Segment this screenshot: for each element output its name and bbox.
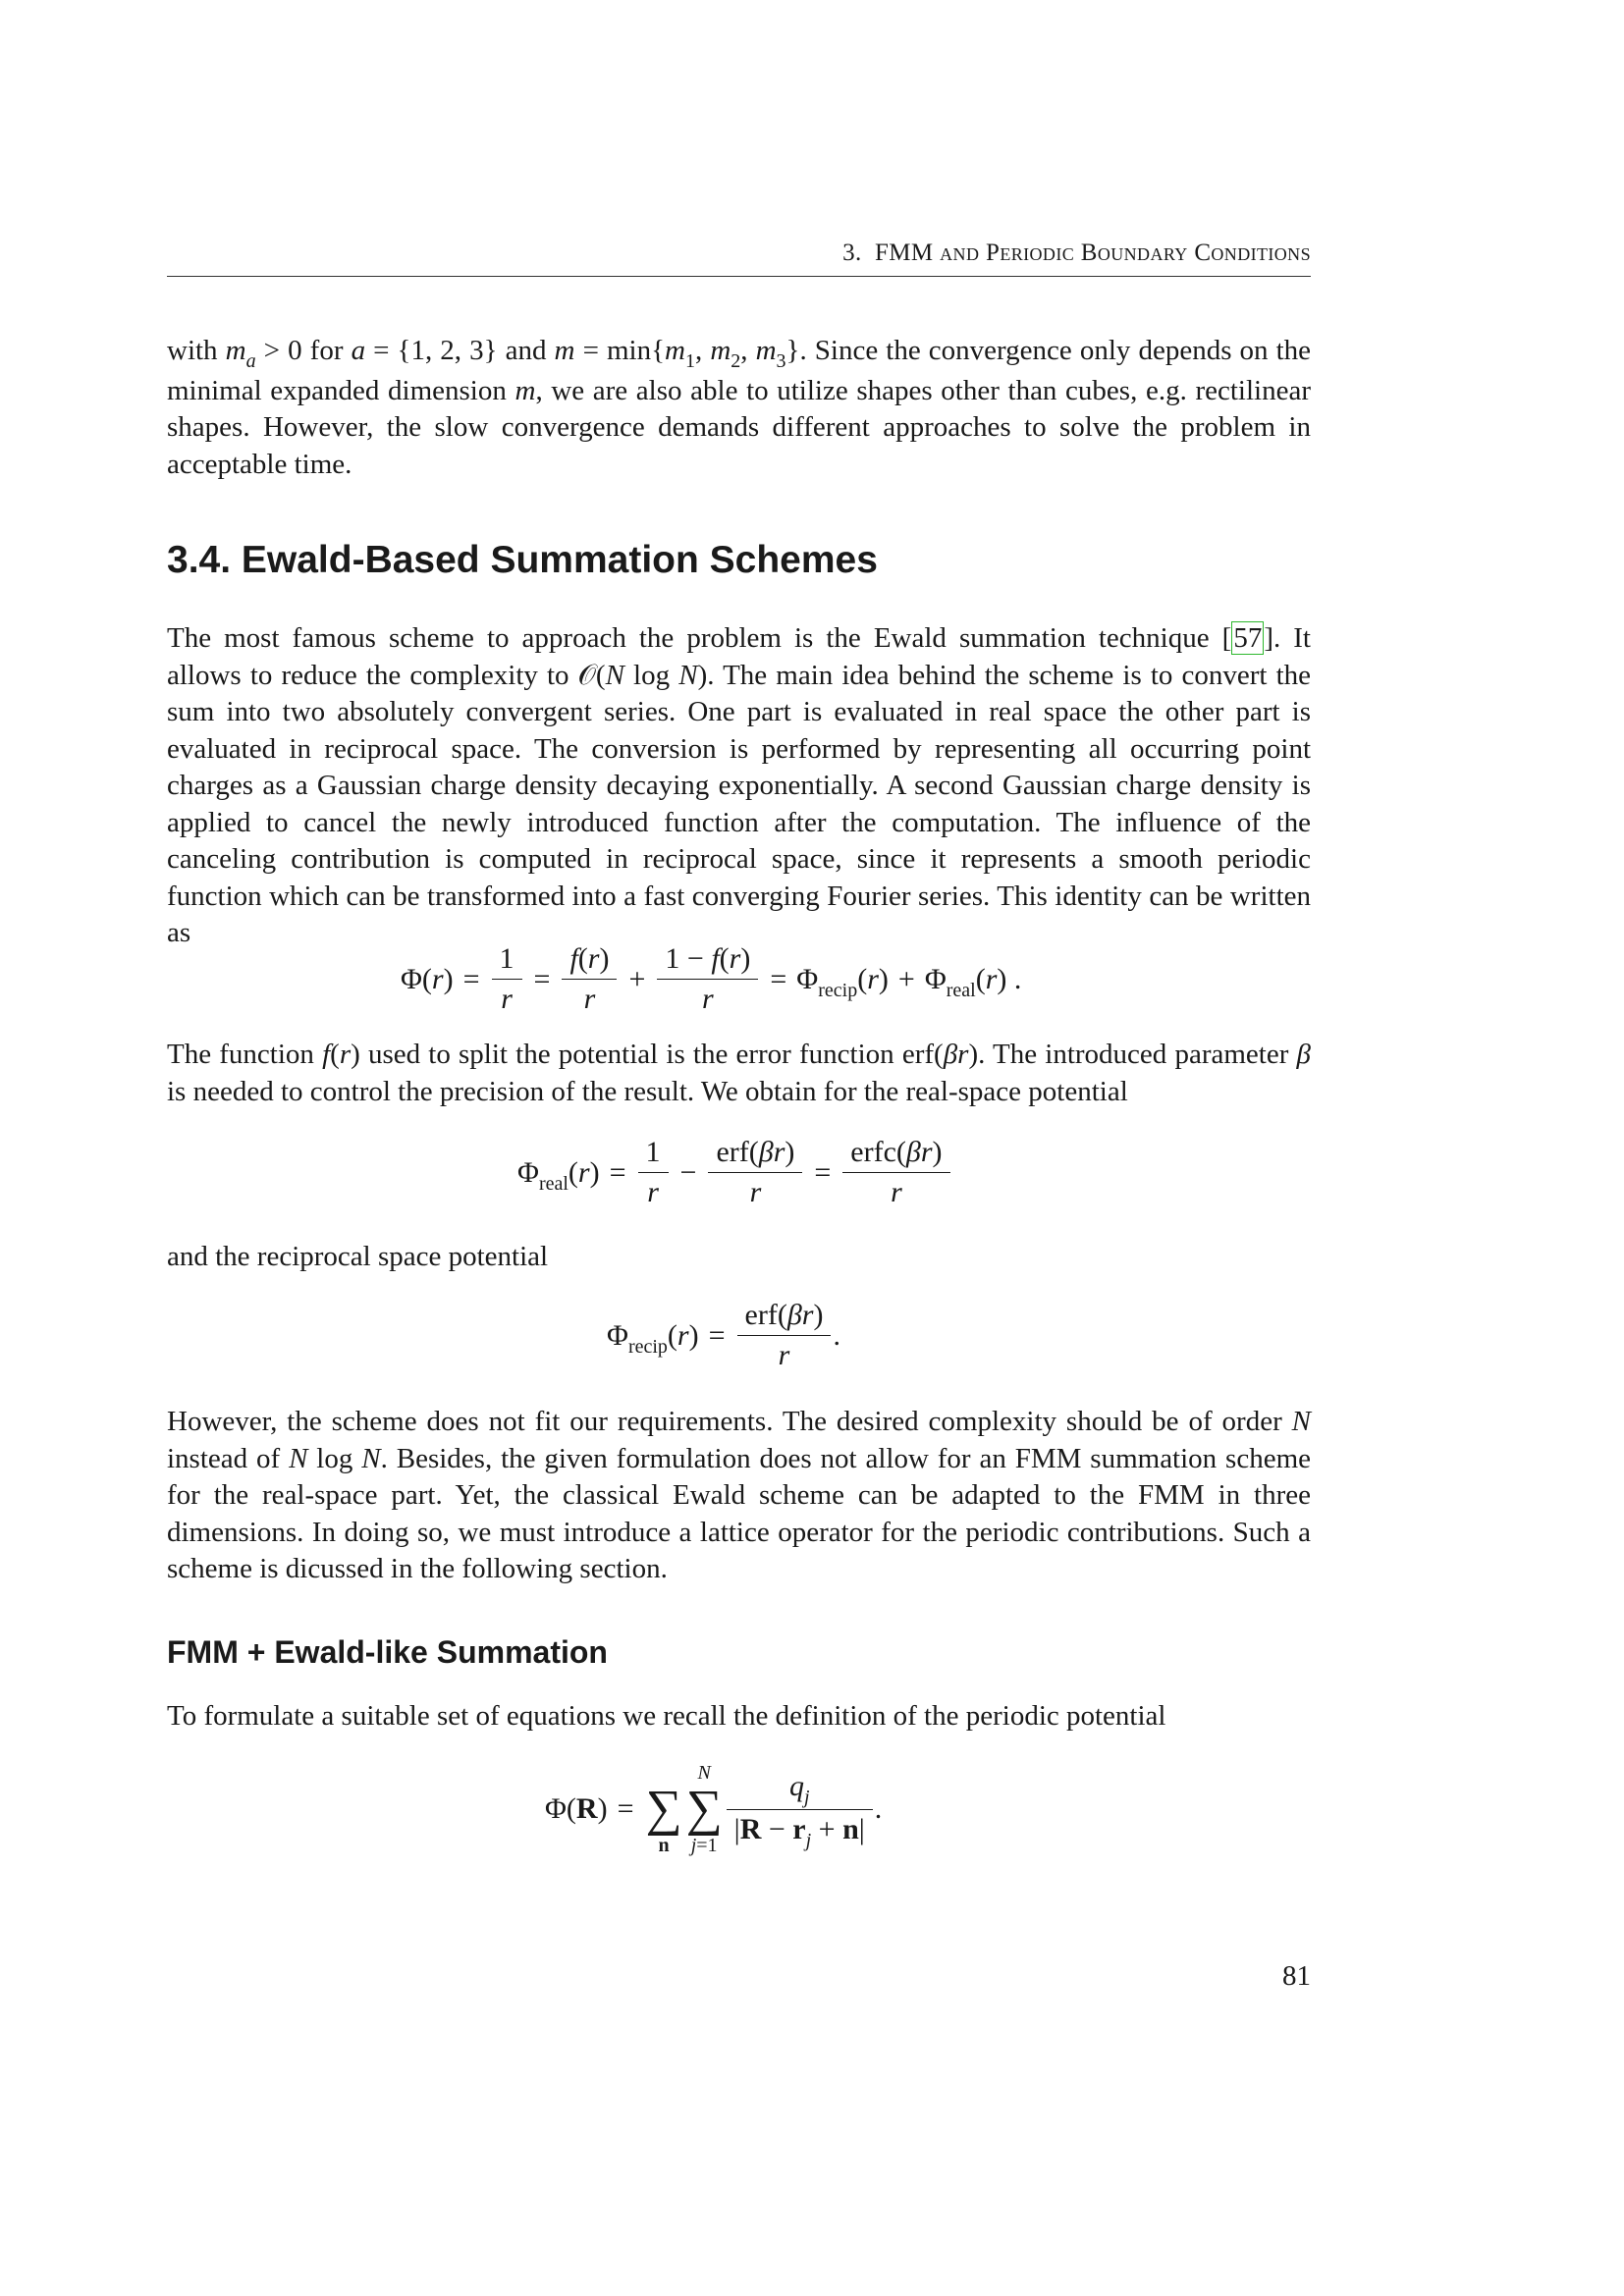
equation-reciprocal-potential: $\Phi_{recip}(r)$ = $\frac{\text{erf(βr)}}{r}$ .: [607, 1299, 840, 1371]
paragraph-periodic-definition: To formulate a suitable set of equations we recall the definition of the periodic potential: [167, 1700, 1166, 1732]
chapter-title: FMM and Periodic Boundary Conditions: [874, 240, 1311, 266]
running-head: [842, 240, 1311, 267]
section-heading: 3.4. Ewald-Based Summation Schemes: [167, 539, 878, 581]
page: [167, 0, 1311, 2296]
chapter-number: 3.: [842, 240, 862, 266]
citation-link[interactable]: 57: [1233, 622, 1263, 654]
paragraph-requirements: However, the scheme does not fit our requirements. The desired complexity should be of order N instead of N log N. Besides, the given formulation does not allow for an FMM summation scheme for the real-space part. Yet, the classical Ewald scheme can be adapted to the FMM in three dimensions. In doing so, we must introduce a lattice operator for the periodic contributions. Such a scheme is dicussed in the following section.: [167, 1406, 1312, 1584]
subsection-heading: FMM + Ewald-like Summation: [167, 1634, 608, 1670]
header-rule: [167, 276, 1311, 277]
intro-paragraph: with $m_a > 0$ for a = {1, 2, 3} and $m = \min\{m_1$, $m_2$, $m_3$}. Since the convergence only depends on the minimal expanded dimension m, we are also able to utilize shapes other than cubes, e.g. rectilinear shapes. However, the slow convergence demands different approaches to solve the problem in acceptable time.: [167, 335, 1312, 480]
page-number: 81: [1282, 1960, 1311, 1992]
paragraph-ewald-intro: The most famous scheme to approach the problem is the Ewald summation technique [57]. It allows to reduce the complexity to 𝒪(N log N). The main idea behind the scheme is to convert the sum into two absolutely convergent series. One part is evaluated in real space the other part is evaluated in reciprocal space. The conversion is performed by representing all occurring point charges as a Gaussian charge density decaying exponentially. A second Gaussian charge density is applied to cancel the newly introduced function after the computation. The influence of the canceling contribution is computed in reciprocal space, since it represents a smooth periodic function which can be transformed into a fast converging Fourier series. This identity can be written as: [167, 622, 1312, 948]
paragraph-reciprocal: and the reciprocal space potential: [167, 1241, 549, 1272]
equation-split-identity: Φ(r) = $\frac{1}{r}$ = $\frac{f(r)}{r}$ + $\frac{1 - f(r)}{r}$ = $\Phi_{recip}(r)$ + $\Phi_{real}(r)$ .: [401, 942, 1022, 1015]
paragraph-error-function: The function f(r) used to split the potential is the error function erf(βr). The introduced parameter β is needed to control the precision of the result. We obtain for the real-space potential: [167, 1039, 1311, 1107]
equation-periodic-potential: Φ(R) = ∑ n N ∑ j=1 $\frac{q_j}{|R - r_j + n|}$ .: [545, 1762, 883, 1856]
equation-real-potential: $\Phi_{real}(r)$ = $\frac{1}{r}$ − $\frac{\text{erf(βr)}}{r}$ = $\frac{\text{erfc(βr)}}{r}$: [167, 1136, 1311, 1224]
